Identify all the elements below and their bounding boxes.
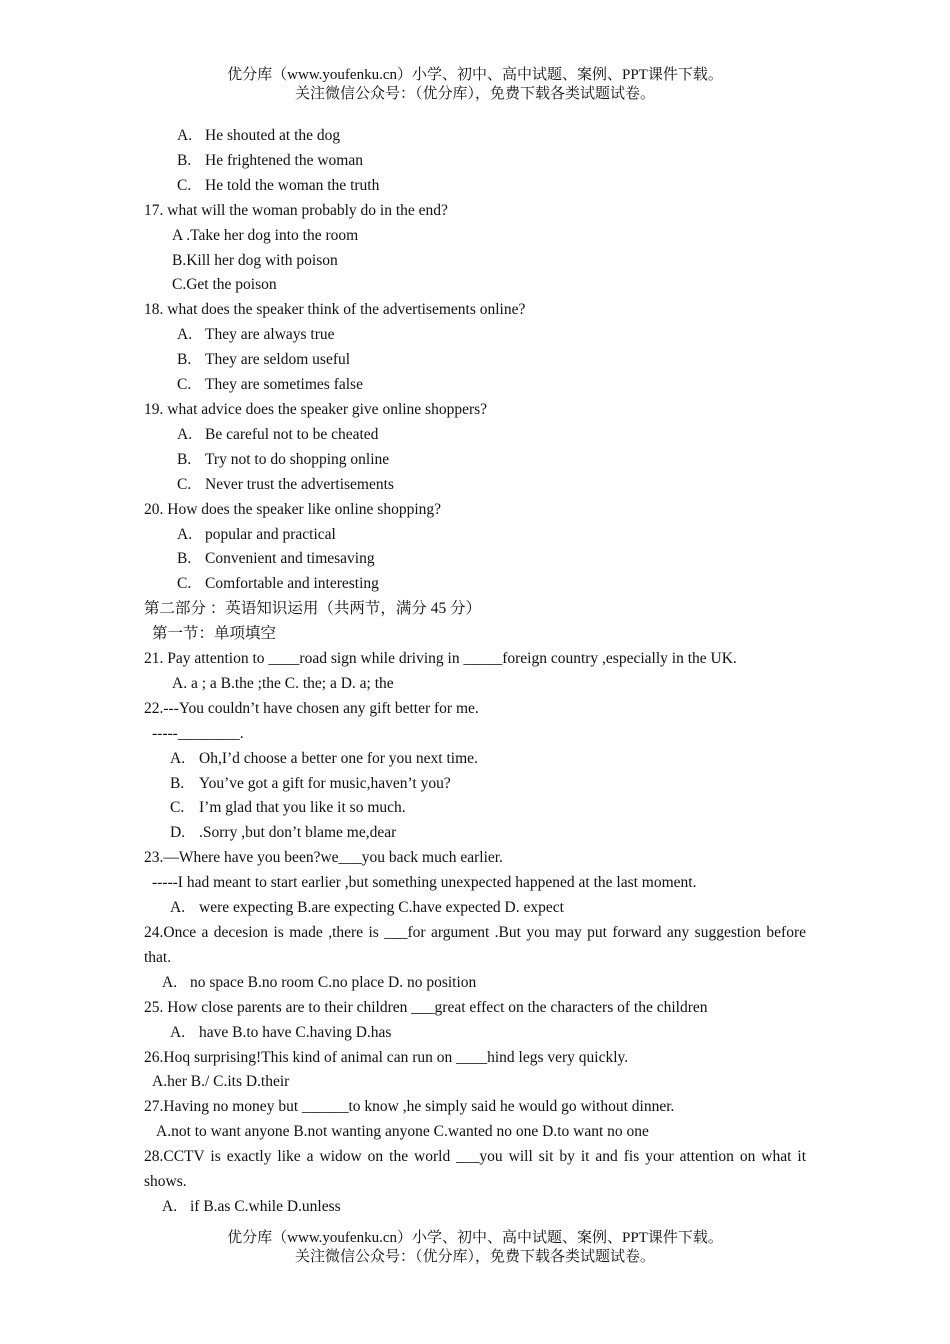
q26-stem: 26.Hoq surprising!This kind of animal can run on ____hind legs very quickly. [144, 1048, 629, 1066]
q17-option-b: B.Kill her dog with poison [172, 251, 338, 269]
q22-stem: 22.---You couldn’t have chosen any gift better for me. [144, 699, 479, 717]
footer-line-1: 优分库（www.youfenku.cn）小学、初中、高中试题、案例、PPT课件下载。 [227, 1230, 723, 1246]
q16-option-c: C. He told the woman the truth [177, 176, 380, 194]
header-line-1: 优分库（www.youfenku.cn）小学、初中、高中试题、案例、PPT课件下载。 [227, 67, 723, 83]
q19-option-a: A. Be careful not to be cheated [177, 425, 379, 443]
q18-option-b: B. They are seldom useful [177, 351, 351, 369]
q21-stem: 21. Pay attention to ____road sign while driving in _____foreign country ,especially in the UK. [144, 650, 737, 668]
q23-options: A. were expecting B.are expecting C.have expected D. expect [170, 899, 564, 917]
q23-reply: -----I had meant to start earlier ,but something unexpected happened at the last moment. [152, 874, 697, 892]
q22-option-c: C. I’m glad that you like it so much. [170, 799, 406, 817]
q20-option-b: B. Convenient and timesaving [177, 550, 375, 568]
q20-option-c: C. Comfortable and interesting [177, 575, 379, 593]
q28-stem: 28.CCTV is exactly like a widow on the world ___you will sit by it and fis your attention on what it shows. [144, 1148, 806, 1191]
q16-option-b: B. He frightened the woman [177, 151, 363, 169]
q20-option-a: A. popular and practical [177, 525, 336, 543]
exam-content [144, 124, 806, 1220]
section1-title: 第一节：单项填空 [152, 625, 277, 643]
part2-title: 第二部分 ：英语知识运用（共两节，满分 45 分） [144, 600, 482, 618]
q21-options: A. a ; a B.the ;the C. the; a D. a; the [172, 674, 394, 692]
q19-option-c: C. Never trust the advertisements [177, 475, 394, 493]
q20-stem: 20. How does the speaker like online shopping? [144, 500, 442, 518]
q17-stem: 17. what will the woman probably do in the end? [144, 201, 448, 219]
q18-option-a: A. They are always true [177, 326, 335, 344]
q24-stem: 24.Once a decesion is made ,there is ___for argument .But you may put forward any suggestion before that. [144, 924, 806, 966]
q22-option-a: A. Oh,I’d choose a better one for you next time. [170, 749, 478, 767]
q24-options: A. no space B.no room C.no place D. no position [162, 973, 477, 991]
q28-options: A. if B.as C.while D.unless [162, 1197, 341, 1215]
q22-option-b: B. You’ve got a gift for music,haven’t you? [170, 774, 451, 792]
q23-stem: 23.—Where have you been?we___you back much earlier. [144, 849, 503, 867]
header-line-2: 关注微信公众号：（优分库），免费下载各类试题试卷。 [294, 86, 655, 102]
q16-option-a: A. He shouted at the dog [177, 127, 341, 144]
q19-stem: 19. what advice does the speaker give online shoppers? [144, 400, 488, 418]
q22-option-d: D. .Sorry ,but don’t blame me,dear [170, 824, 397, 842]
q25-stem: 25. How close parents are to their children ___great effect on the characters of the children [144, 998, 708, 1016]
q25-options: A. have B.to have C.having D.has [170, 1023, 392, 1041]
q17-option-a: A .Take her dog into the room [172, 226, 359, 244]
footer-line-2: 关注微信公众号：（优分库），免费下载各类试题试卷。 [294, 1249, 655, 1265]
q19-option-b: B. Try not to do shopping online [177, 450, 390, 468]
page-header [0, 66, 950, 104]
q18-option-c: C. They are sometimes false [177, 376, 363, 394]
q27-stem: 27.Having no money but ______to know ,he simply said he would go without dinner. [144, 1098, 675, 1116]
page-footer [0, 1229, 950, 1267]
q27-options: A.not to want anyone B.not wanting anyone C.wanted no one D.to want no one [156, 1123, 649, 1141]
q18-stem: 18. what does the speaker think of the advertisements online? [144, 301, 526, 319]
q26-options: A.her B./ C.its D.their [152, 1073, 290, 1091]
q22-reply: -----________. [152, 724, 244, 742]
q17-option-c: C.Get the poison [172, 276, 277, 294]
